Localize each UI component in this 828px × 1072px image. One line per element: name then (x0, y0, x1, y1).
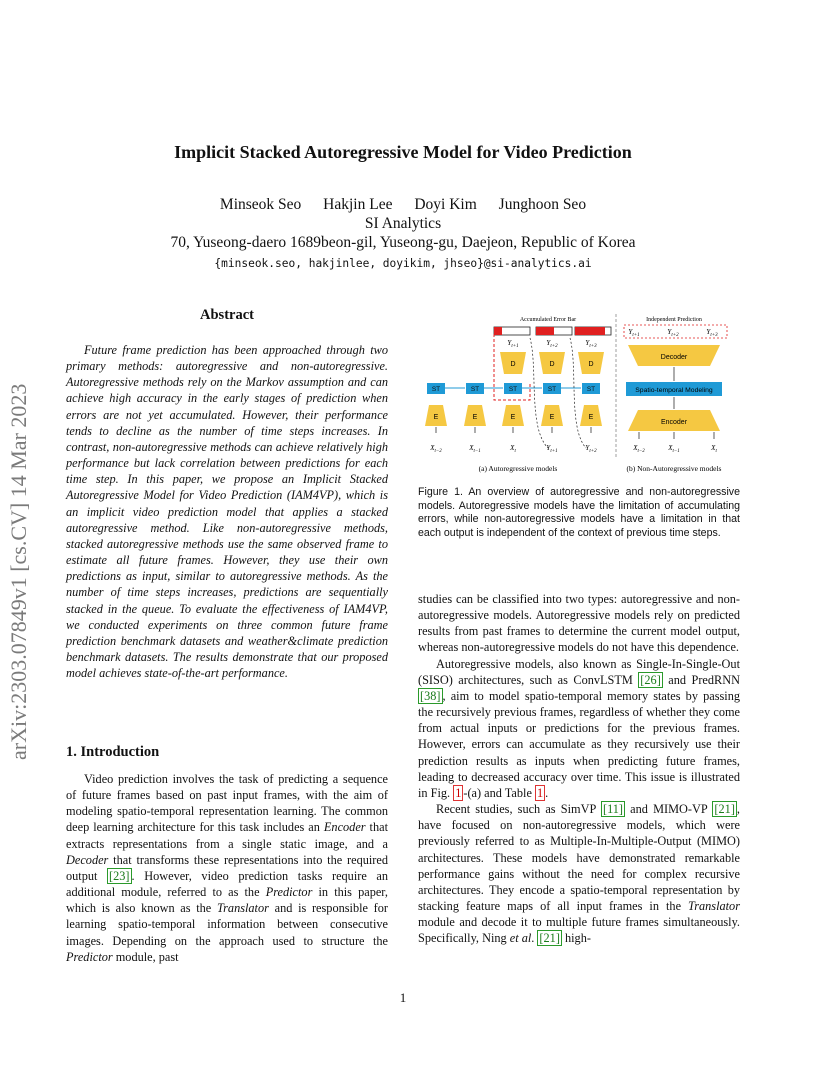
svg-text:Yt+3: $Y_{t+3}$ (706, 328, 718, 338)
st-label: ST (508, 386, 518, 393)
address: 70, Yuseong-daero 1689beon-gil, Yuseong-gu, Daejeon, Republic of Korea (170, 234, 636, 251)
author-emails: {minseok.seo, hakjinlee, doyikim, jhseo}@si-analytics.ai (214, 257, 592, 270)
abstract-heading: Abstract (200, 307, 254, 323)
abstract-text: Future frame prediction has been approached through two primary methods: autoregressive and non-autoregressive. Autoregressive methods rely on the Markov assumption and can achieve high accuracy in the early stages of prediction when errors are not yet accumulated. However, their performance tends to decline as the number of time steps increases. In contrast, non-autoregressive methods can achieve relatively high performance but lack correlation between predictions for each time step. In this paper, we propose an Implicit Stacked Autoregressive Model for Video Prediction (IAM4VP), which is an implicit video prediction model that applies a stacked autoregressive method. Like non-autoregressive methods, stacked autoregressive methods use the same observed frame to estimate all future frames. However, they use their own predictions as input, similar to autoregressive methods. As the number of time steps increases, predictions are sequentially stacked in the queue. To evaluate the effectiveness of IAM4VP, we conducted experiments on three common future frame prediction benchmark datasets and weather&climate prediction benchmark datasets. The results demonstrate that our proposed model achieves state-of-the-art performance. (66, 343, 388, 681)
svg-text:Yt+2: $Y_{t+2}$ (546, 339, 558, 349)
figure-label: Independent Prediction (646, 317, 702, 323)
output-labels (507, 339, 597, 349)
st-label: ST (470, 386, 480, 393)
page-number: 1 (399, 990, 407, 1005)
author: Doyi Kim (414, 196, 477, 213)
encoder-label: E (433, 414, 439, 421)
table-link[interactable]: 1 (537, 785, 544, 800)
arxiv-stamp: arXiv:2303.07849v1 [cs.CV] 14 Mar 2023 (6, 383, 31, 760)
svg-text:Yt+1: $Y_{t+1}$ (628, 328, 640, 338)
svg-text:Xt: $X_t$ (510, 444, 516, 454)
paragraph: Autoregressive models, also known as Single-In-Single-Out (SISO) architectures, such as ConvLSTM [26] and PredRNN [38] , aim to model spatio-temporal memory states by passing the recursively previous frames, regardless of whether they come from actual inputs or predictions for the previous frames. However, errors can accumulate as they recursively use their prediction results as inputs when predicting future frames, leading to decreased accuracy over time. This issue is illustrated in Fig. 1 -(a) and Table 1 . (418, 656, 740, 800)
paragraph: studies can be classified into two types: autoregressive and non-autoregressive models. Autoregressive models rely on predicted results from past frames to determine the current model output, whereas non-autoregressive models do not have this dependence. (418, 592, 740, 655)
author-list (0, 196, 806, 214)
intro-column-left (66, 771, 388, 965)
citation-link[interactable]: [26] (640, 672, 661, 687)
svg-text:Xt−2: $X_{t-2}$ (633, 444, 645, 454)
st-label: ST (547, 386, 557, 393)
svg-text:Xt−2: $X_{t-2}$ (430, 444, 442, 454)
paragraph: Recent studies, such as SimVP [11] and MIMO-VP [21] , have focused on non-autoregressive models, which were previously referred to as Multiple-In-Multiple-Output (MIMO) architectures. These models have demonstrated remarkable performance gains without the need for complex recursive architectures. They encode a spatio-temporal representation by stacking feature maps of all input frames in the Translator module and decode it to multiple future frames simultaneously. Specifically, Ning et al. [21] high- (418, 802, 740, 946)
figure-1 (418, 308, 743, 480)
decoder-label: D (510, 361, 516, 368)
encoder-label: E (472, 414, 478, 421)
subfigure-caption-a: (a) Autoregressive models (478, 464, 558, 473)
svg-text:Yt+2: $Y_{t+2}$ (667, 328, 679, 338)
citation-link[interactable]: [11] (602, 802, 624, 817)
affiliation: SI Analytics (364, 215, 442, 232)
figure-link[interactable]: 1 (455, 785, 462, 800)
st-label: ST (431, 386, 441, 393)
st-label: ST (586, 386, 596, 393)
svg-text:Xt−1: $X_{t-1}$ (469, 444, 481, 454)
encoder-label: E (588, 414, 594, 421)
svg-text:Xt: $X_t$ (711, 444, 717, 454)
author: Hakjin Lee (323, 196, 393, 213)
encoder-label: E (510, 414, 516, 421)
svg-text:Yt+3: $Y_{t+3}$ (585, 339, 597, 349)
citation-link[interactable]: [23] (109, 868, 130, 883)
input-labels (429, 444, 597, 454)
paragraph: Video prediction involves the task of predicting a sequence of future frames based on past input frames, with the aim of modeling spatio-temporal representation learning. The common deep learning architecture for this task includes an Encoder that extracts representations from a single static image, and a Decoder that transforms these representations into the required output [23] . However, video prediction tasks require an additional module, referred to as the Predictor in this paper, which is also known as the Translator and is responsible for learning spatio-temporal information between consecutive images. Depending on the approach used to structure the Predictor module, past (66, 772, 389, 964)
author: Minseok Seo (219, 196, 302, 213)
svg-text:Yt+2: $Y_{t+2}$ (585, 444, 597, 454)
citation-link[interactable]: [21] (539, 931, 560, 946)
paper-title: Implicit Stacked Autoregressive Model for Video Prediction (174, 142, 632, 162)
nar-input-labels (632, 444, 717, 454)
section-heading-introduction: 1. Introduction (66, 744, 160, 760)
nar-decoder-label: Decoder (660, 354, 688, 361)
svg-text:Xt−1: $X_{t-1}$ (668, 444, 680, 454)
nar-output-labels (628, 328, 718, 338)
nar-encoder-label: Encoder (660, 419, 688, 426)
nar-st-label: Spatio-temporal Modeling (635, 387, 713, 394)
author: Junghoon Seo (498, 196, 587, 213)
citation-link[interactable]: [38] (420, 688, 441, 703)
error-bars (494, 327, 611, 335)
vertical-arrows (436, 427, 591, 433)
decoder-label: D (588, 361, 594, 368)
encoder-label: E (549, 414, 555, 421)
subfigure-caption-b: (b) Non-Autoregressive models (626, 464, 722, 473)
svg-text:Yt+1: $Y_{t+1}$ (546, 444, 558, 454)
abstract-body (66, 342, 388, 681)
citation-link[interactable]: [21] (714, 802, 735, 817)
figure-label: Accumulated Error Bar (519, 317, 577, 323)
intro-column-right (418, 591, 740, 946)
figure-caption: Figure 1. An overview of autoregressive and non-autoregressive models. Autoregressive models have the limitation of accumulating errors, while non-autoregressive models have a limitation in that each output is independent of the context of previous time steps. (418, 486, 740, 539)
decoder-label: D (549, 361, 555, 368)
svg-text:Yt+1: $Y_{t+1}$ (507, 339, 519, 349)
